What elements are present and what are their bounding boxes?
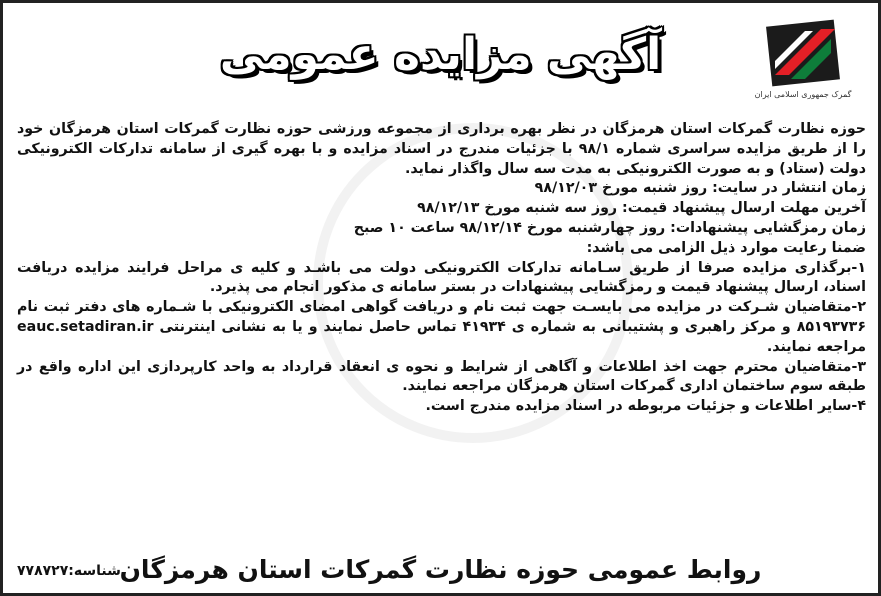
opening-time: زمان رمزگشایی پیشنهادات: روز چهارشنبه مورخ ۹۸/۱۲/۱۴ ساعت ۱۰ صبح bbox=[353, 219, 866, 236]
requirement-item-3: ۳-متقاضیان محترم جهت اخذ اطلاعات و آگاهی از شرایط و نحوه ی انعقاد قرارداد به واحد کارپردازی این اداره واقع در طبقه سوم ساختمان اداری گمرکات استان هرمزگان مراجعه نمایند. bbox=[17, 358, 866, 395]
title-container bbox=[153, 17, 728, 91]
announcement-body bbox=[17, 120, 866, 417]
customs-logo bbox=[742, 17, 864, 117]
page-title: آگهی مزایده عمومی bbox=[219, 28, 662, 80]
announcement-id: شناسه:۷۷۸۷۲۷ bbox=[17, 563, 121, 579]
footer-title: روابط عمومی حوزه نظارت گمرکات استان هرمزگان bbox=[119, 555, 762, 584]
requirement-item-2 bbox=[17, 298, 866, 357]
publish-date: زمان انتشار در سایت: روز شنبه مورخ ۹۸/۱۲/۰۳ bbox=[534, 180, 866, 197]
customs-emblem-icon bbox=[765, 17, 841, 89]
intro-paragraph: حوزه نظارت گمرکات استان هرمزگان در نظر بهره برداری از مجموعه ورزشی حوزه نظارت گمرکات استان هرمزگان خود را از طریق مزایده سراسری شماره ۹۸/۱ با جزئیات مندرج در اسناد مزایده و با بهره گیری از سامانه تدارکات الکترونیکی دولت (ستاد) و به صورت الکترونیکی به مدت سه سال واگذار نماید. bbox=[17, 121, 866, 177]
bid-deadline: آخرین مهلت ارسال پیشنهاد قیمت: روز سه شنبه مورخ ۹۸/۱۲/۱۳ bbox=[417, 200, 866, 217]
website-link[interactable]: eauc.setadiran.ir bbox=[17, 318, 154, 335]
requirements-intro: ضمنا رعایت موارد ذیل الزامی می باشد: bbox=[586, 239, 866, 256]
footer bbox=[17, 551, 864, 587]
requirement-item-4: ۴-سایر اطلاعات و جزئیات مربوطه در اسناد مزایده مندرج است. bbox=[425, 398, 866, 415]
logo-caption: گمرک جمهوری اسلامی ایران bbox=[754, 90, 852, 99]
item2-tail: مراجعه نمایند. bbox=[766, 338, 866, 355]
requirement-item-1: ۱-برگذاری مزایده صرفا از طریق سـامانه تدارکات الکترونیکی دولت می باشـد و کلیه ی مراحل فرایند مزایده دریافت اسناد، ارسال پیشنهاد قیمت و رمزگشایی پیشنهادات در بستر سامانه ی مذکور انجام می پذیرد. bbox=[17, 259, 866, 296]
item2-text: ۲-متقاضیان شـرکت در مزایده می بایسـت جهت ثبت نام و دریافت گواهی امضای الکترونیکی با شـماره های دفتر ثبت نام ۸۵۱۹۳۷۳۶ و مرکز راهبری و پشتیبانی به شماره ی ۴۱۹۳۴ تماس حاصل نمایند و یا به نشانی اینترنتی bbox=[17, 299, 866, 335]
